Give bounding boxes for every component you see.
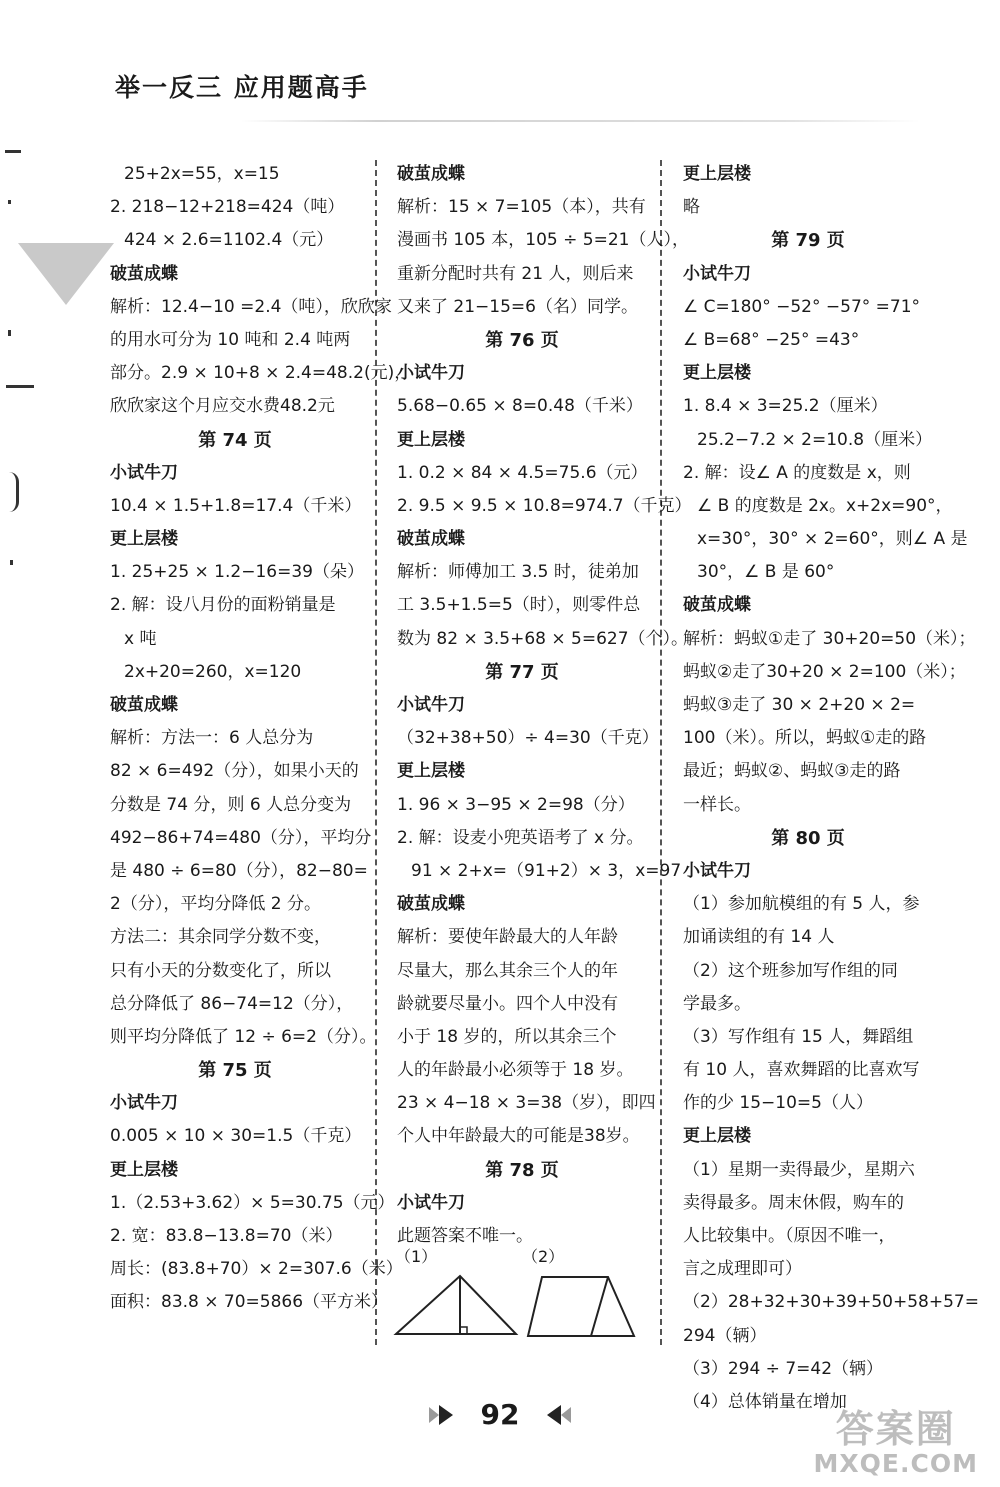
answer-line: 解析：15 × 7=105（本），共有 — [397, 197, 646, 218]
section-heading: 小试牛刀 — [683, 860, 751, 881]
triangle-height-figure — [392, 1272, 522, 1342]
section-heading: 更上层楼 — [683, 363, 751, 384]
answer-line: ∠ B=68° −25° =43° — [683, 329, 860, 350]
scan-edge-mark — [10, 560, 13, 565]
answer-line: 工 3.5+1.5=5（时），则零件总 — [397, 595, 641, 616]
answer-line: （2）这个班参加写作组的同 — [683, 960, 898, 981]
answer-line: 492−86+74=480（分），平均分 — [110, 827, 372, 848]
section-heading: 破茧成蝶 — [397, 164, 465, 184]
answer-line: （32+38+50）÷ 4=30（千克） — [397, 728, 659, 749]
scan-edge-mark — [8, 200, 11, 204]
page-heading: 第 79 页 — [771, 230, 845, 252]
page-heading: 第 77 页 — [485, 661, 559, 683]
answer-line: 25+2x=55，x=15 — [124, 164, 280, 184]
answer-line: 30°，∠ B 是 60° — [697, 562, 835, 583]
answer-line: 只有小天的分数变化了，所以 — [110, 960, 331, 981]
answer-line: 分数是 74 分，则 6 人总分变为 — [110, 794, 352, 815]
answer-line: 1.（2.53+3.62）× 5=30.75（元） — [110, 1192, 395, 1213]
answer-line: 欣欣家这个月应交水费48.2元 — [110, 396, 335, 417]
answer-line: 2（分），平均分降低 2 分。 — [110, 894, 321, 915]
answer-line: ∠ B 的度数是 2x。x+2x=90°， — [697, 495, 953, 516]
answer-line: 有 10 人，喜欢舞蹈的比喜欢写 — [683, 1060, 920, 1081]
page-heading: 第 76 页 — [485, 329, 559, 351]
answer-line: （3）294 ÷ 7=42（辆） — [683, 1358, 884, 1379]
scan-edge-mark — [5, 150, 21, 153]
section-heading: 破茧成蝶 — [397, 894, 465, 915]
section-heading: 更上层楼 — [397, 761, 465, 782]
section-heading: 更上层楼 — [683, 164, 751, 184]
answer-line: 的用水可分为 10 吨和 2.4 吨两 — [110, 329, 351, 350]
answer-line: 龄就要尽量小。四个人中没有 — [397, 993, 618, 1014]
answer-line: 作的少 15−10=5（人） — [683, 1093, 873, 1114]
answer-line: 言之成理即可） — [683, 1259, 802, 1280]
answer-line: 解析：要使年龄最大的人年龄 — [397, 927, 618, 948]
section-heading: 破茧成蝶 — [110, 695, 178, 715]
answer-line: 部分。2.9 × 10+8 × 2.4=48.2(元)， — [110, 363, 412, 384]
answer-line: 2. 解：设∠ A 的度数是 x，则 — [683, 462, 911, 483]
page-number: 92 — [480, 1398, 520, 1431]
page-heading: 第 74 页 — [198, 429, 272, 451]
scan-corner-decoration — [18, 243, 114, 305]
header-rule — [240, 120, 920, 122]
section-heading: 小试牛刀 — [397, 363, 465, 384]
figure-label-1: （1） — [395, 1247, 438, 1266]
answer-line: （1）参加航模组的有 5 人，参 — [683, 894, 920, 915]
answer-line: 解析：师傅加工 3.5 时，徒弟加 — [397, 562, 639, 583]
trapezoid-height-figure — [522, 1272, 642, 1342]
answer-line: 总分降低了 86−74=12（分）， — [110, 993, 354, 1014]
answer-column-3 — [683, 158, 979, 1419]
answer-line: 1. 96 × 3−95 × 2=98（分） — [397, 794, 635, 815]
page-heading: 第 78 页 — [485, 1159, 559, 1181]
answer-line: 2. 宽：83.8−13.8=70（米） — [110, 1226, 343, 1246]
answer-line: 又来了 21−15=6（名）同学。 — [397, 296, 638, 317]
answer-line: 5.68−0.65 × 8=0.48（千米） — [397, 396, 643, 417]
scan-edge-mark — [8, 472, 19, 512]
answer-line: 个人中年龄最大的可能是38岁。 — [397, 1126, 640, 1147]
answer-line: 10.4 × 1.5+1.8=17.4（千米） — [110, 495, 362, 516]
answer-line: 1. 25+25 × 1.2−16=39（朵） — [110, 562, 364, 583]
answer-line: 2. 解：设八月份的面粉销量是 — [110, 595, 336, 616]
answer-column-1 — [110, 158, 412, 1320]
prev-arrows-icon — [539, 1403, 573, 1427]
site-watermark — [814, 1398, 978, 1478]
answer-line: （1）星期一卖得最少，星期六 — [683, 1159, 915, 1180]
answer-line: x 吨 — [124, 628, 157, 649]
section-heading: 破茧成蝶 — [683, 595, 751, 616]
answer-line: 2. 9.5 × 9.5 × 10.8=974.7（千克） — [397, 495, 692, 516]
answer-line: 加诵读组的有 14 人 — [683, 927, 835, 948]
page-heading: 第 80 页 — [771, 827, 845, 849]
answer-line: 略 — [683, 197, 700, 218]
answer-line: 是 480 ÷ 6=80（分），82−80= — [110, 860, 368, 881]
answer-line: 25.2−7.2 × 2=10.8（厘米） — [697, 429, 933, 450]
answer-line: 数为 82 × 3.5+68 × 5=627（个）。 — [397, 628, 689, 649]
answer-line: 最近；蚂蚁②、蚂蚁③走的路 — [683, 761, 901, 782]
answer-line: 学最多。 — [683, 993, 751, 1014]
section-heading: 更上层楼 — [683, 1126, 751, 1147]
answer-line: 尽量大，那么其余三个人的年 — [397, 960, 618, 981]
section-heading: 小试牛刀 — [397, 695, 465, 715]
figure-label-2: （2） — [522, 1247, 565, 1266]
answer-line: 人的年龄最小必须等于 18 岁。 — [397, 1060, 634, 1081]
section-heading: 更上层楼 — [110, 529, 178, 550]
answer-line: 重新分配时共有 21 人，则后来 — [397, 263, 634, 284]
answer-line: 2. 解：设麦小兜英语考了 x 分。 — [397, 827, 644, 848]
watermark-logo-text: 答案圈 — [835, 1407, 956, 1451]
answer-line: 294（辆） — [683, 1325, 767, 1346]
answer-line: 424 × 2.6=1102.4（元） — [124, 230, 334, 251]
answer-line: x=30°，30° × 2=60°，则∠ A 是 — [697, 529, 968, 550]
answer-line: 方法二：其余同学分数不变， — [110, 927, 331, 948]
answer-line: 23 × 4−18 × 3=38（岁），即四 — [397, 1093, 656, 1114]
answer-line: 1. 8.4 × 3=25.2（厘米） — [683, 396, 888, 417]
answer-line: 小于 18 岁的，所以其余三个 — [397, 1026, 617, 1047]
section-heading: 小试牛刀 — [397, 1192, 465, 1213]
watermark-url: MXQE.COM — [813, 1449, 978, 1478]
page-heading: 第 75 页 — [198, 1060, 272, 1082]
answer-line: 82 × 6=492（分），如果小天的 — [110, 761, 359, 782]
answer-line: 91 × 2+x=（91+2）× 3，x=97 — [411, 860, 682, 881]
section-heading: 破茧成蝶 — [110, 263, 178, 284]
answer-line: 漫画书 105 本，105 ÷ 5=21（人）， — [397, 230, 689, 251]
answer-line: ∠ C=180° −52° −57° =71° — [683, 296, 921, 317]
answer-line: 则平均分降低了 12 ÷ 6=2（分）。 — [110, 1026, 377, 1047]
column-divider — [660, 160, 662, 1345]
scan-edge-mark — [8, 330, 11, 336]
answer-line: 蚂蚁②走了30+20 × 2=100（米）； — [683, 661, 966, 682]
section-heading: 更上层楼 — [397, 429, 465, 450]
answer-line: 面积：83.8 × 70=5866（平方米） — [110, 1292, 389, 1313]
section-heading: 破茧成蝶 — [397, 529, 465, 550]
answer-line: 解析：方法一：6 人总分为 — [110, 728, 314, 749]
scan-edge-mark — [6, 385, 34, 388]
answer-line: （2）28+32+30+39+50+58+57= — [683, 1292, 979, 1313]
answer-line: 2x+20=260，x=120 — [124, 661, 302, 682]
book-series-title: 举一反三 应用题高手 — [115, 73, 369, 102]
section-heading: 小试牛刀 — [110, 1093, 178, 1114]
section-heading: 小试牛刀 — [683, 263, 751, 284]
next-arrows-icon — [427, 1403, 461, 1427]
answer-line: 周长：(83.8+70）× 2=307.6（米） — [110, 1259, 403, 1280]
answer-line: 1. 0.2 × 84 × 4.5=75.6（元） — [397, 462, 648, 483]
answer-line: 100（米）。所以，蚂蚁①走的路 — [683, 728, 927, 749]
answer-line: 解析：12.4−10 =2.4（吨），欣欣家 — [110, 296, 392, 317]
column-divider — [375, 160, 377, 1345]
answer-line: 解析：蚂蚁①走了 30+20=50（米）； — [683, 628, 976, 649]
answer-line: 一样长。 — [683, 794, 751, 815]
section-heading: 更上层楼 — [110, 1159, 178, 1180]
answer-line: 蚂蚁③走了 30 × 2+20 × 2= — [683, 695, 916, 715]
answer-line: 卖得最多。周末休假，购车的 — [683, 1192, 904, 1213]
answer-line: （3）写作组有 15 人，舞蹈组 — [683, 1026, 914, 1047]
answer-line: 人比较集中。（原因不唯一， — [683, 1226, 896, 1246]
answer-line: 0.005 × 10 × 30=1.5（千克） — [110, 1126, 362, 1147]
answer-line: 此题答案不唯一。 — [397, 1226, 533, 1246]
answer-column-2 — [397, 158, 692, 1253]
answer-line: 2. 218−12+218=424（吨） — [110, 197, 345, 218]
answer-line: （4）总体销量在增加 — [683, 1391, 847, 1412]
section-heading: 小试牛刀 — [110, 462, 178, 483]
